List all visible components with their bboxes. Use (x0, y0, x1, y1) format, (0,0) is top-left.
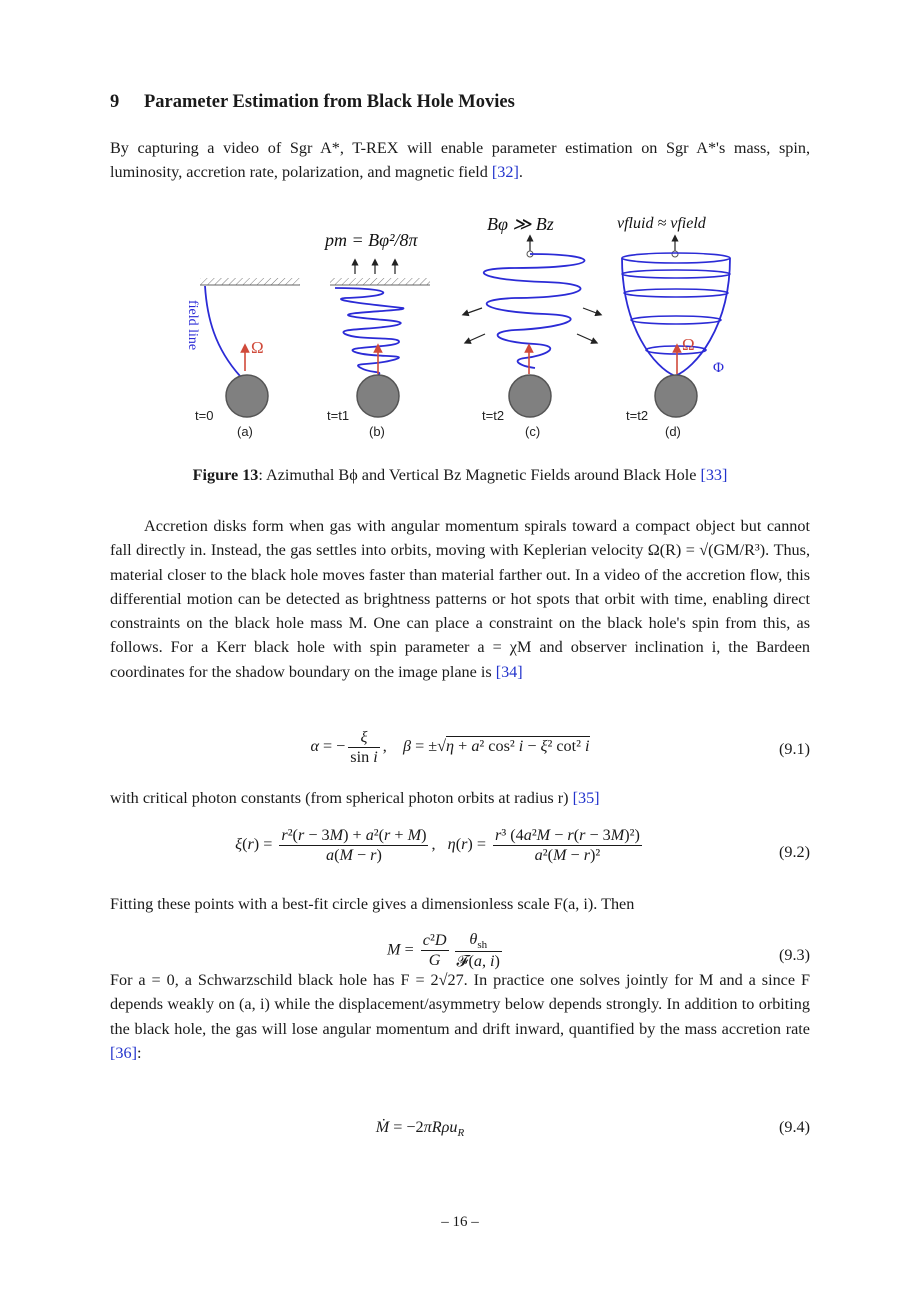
black-hole-d (655, 375, 697, 417)
eq-tag-9-4: (9.4) (778, 1118, 810, 1136)
omega-label-a: Ω (251, 338, 264, 357)
figure-caption (110, 466, 810, 485)
page-number: – 16 – (441, 1214, 479, 1230)
body-paragraph-schwarzschild (110, 968, 810, 1065)
panel-letter-d: (d) (665, 424, 681, 439)
citation-36[interactable]: [36] (110, 1043, 137, 1062)
panel-d (617, 215, 730, 439)
equation-9-3: M = $\frac{\text{c²D}}{G}$ $\frac{\theta_{sh}}{\text{𝓕(a, i)}}$ (9.3) (387, 930, 810, 971)
para3-text: with critical photon constants (from spherical photon orbits at radius r) (110, 789, 573, 807)
equation-9-4: Ṁ = −2πRρu$_R$ (9.4) (375, 1118, 810, 1140)
para5-text: For a = 0, a Schwarzschild black hole has F = 2√27. In practice one solves jointly for M and a since F depends weakly on (a, i) while the displacement/asymmetry below depends strongly. In addition to orbiting the black hole, the gas will lose angular momentum and drift inward, quantified by the mass accretion rate (110, 971, 810, 1038)
time-label-b: t=t1 (327, 408, 350, 423)
citation-34[interactable]: [34] (495, 662, 523, 681)
para5-end: : (136, 1043, 142, 1062)
caption-label: Figure 13 (192, 466, 259, 484)
omega-label-d: Ω (682, 335, 695, 354)
section-number: 9 (110, 92, 120, 112)
body-paragraph-accretion (110, 514, 810, 684)
equation-9-2: ξ(r) = $\frac{\text{r²(r − 3M) + a²(r + M)}}{a(M - r)}$ , η(r) = $\frac{\text{r³ (4a²M − r(r − 3M)²)}}{\text{a²(M − r)²}}$ (9.2) (235, 826, 810, 864)
citation-33[interactable]: [33] (700, 466, 728, 484)
panel-letter-b: (b) (369, 424, 385, 439)
black-hole-b (357, 375, 399, 417)
panel-c (465, 214, 599, 439)
black-hole-a (226, 375, 268, 417)
caption-text: : Azimuthal Bϕ and Vertical Bz Magnetic Fields around Black Hole (258, 466, 701, 484)
figure-13-diagram (185, 208, 745, 448)
black-hole-c (509, 375, 551, 417)
intro-paragraph (110, 136, 810, 185)
coiled-field-b (335, 288, 403, 376)
eq-tag-9-2: (9.2) (778, 843, 810, 861)
field-line-label: field line (185, 300, 200, 351)
eq-tag-9-3: (9.3) (778, 946, 810, 964)
panel-letter-c: (c) (525, 424, 541, 439)
para4-text: Fitting these points with a best-fit circle gives a dimensionless scale F(a, i). Then (110, 895, 635, 913)
phi-label: Φ (713, 360, 724, 376)
time-label-a: t=0 (195, 408, 214, 423)
twisted-field-c (484, 254, 585, 368)
b-compare-formula: Bφ ≫ Bz (487, 214, 554, 234)
intro-text: By capturing a video of Sgr A*, T-REX will enable parameter estimation on Sgr A*'s mass, spin, luminosity, accretion rate, polarization, and magnetic field (110, 139, 810, 182)
para2-text: Accretion disks form when gas with angular momentum spirals toward a compact object but cannot fall directly in. Instead, the gas settles into orbits, moving with Keplerian velocity Ω(R) = √(GM/R³). Thus, material closer to the black hole moves faster than material farther out. In a video of the accretion flow, this differential motion can be detected as brightness patterns or hot spots that orbit with time, enabling direct constraints on the black hole mass M. One can place a constraint on the black hole's spin from this, as follows. For a Kerr black hole with spin parameter a = χM and observer inclination i, the Bardeen coordinates for the shadow boundary on the image plane is (110, 517, 810, 681)
body-paragraph-fit (110, 892, 810, 916)
equation-9-1: α = − $\frac{\xi}{\text{sin i}}$ , β = ±√η + a² cos² i − ξ² cot² i (9.1) (310, 728, 810, 766)
pressure-formula: pm = Bφ²/8π (325, 230, 418, 250)
body-paragraph-photon (110, 786, 810, 810)
section-title: Parameter Estimation from Black Hole Movies (144, 92, 515, 112)
section-heading (110, 92, 515, 113)
citation-35[interactable]: [35] (572, 789, 600, 807)
v-compare-formula: vfluid ≈ vfield (617, 215, 706, 232)
panel-letter-a: (a) (237, 424, 253, 439)
intro-end: . (518, 163, 523, 182)
panel-b (323, 230, 430, 439)
time-label-d: t=t2 (626, 408, 649, 423)
panel-a (185, 278, 300, 439)
eq-tag-9-1: (9.1) (778, 740, 810, 758)
citation-32[interactable]: [32] (491, 163, 519, 182)
field-line-a (205, 286, 240, 376)
time-label-c: t=t2 (482, 408, 505, 423)
